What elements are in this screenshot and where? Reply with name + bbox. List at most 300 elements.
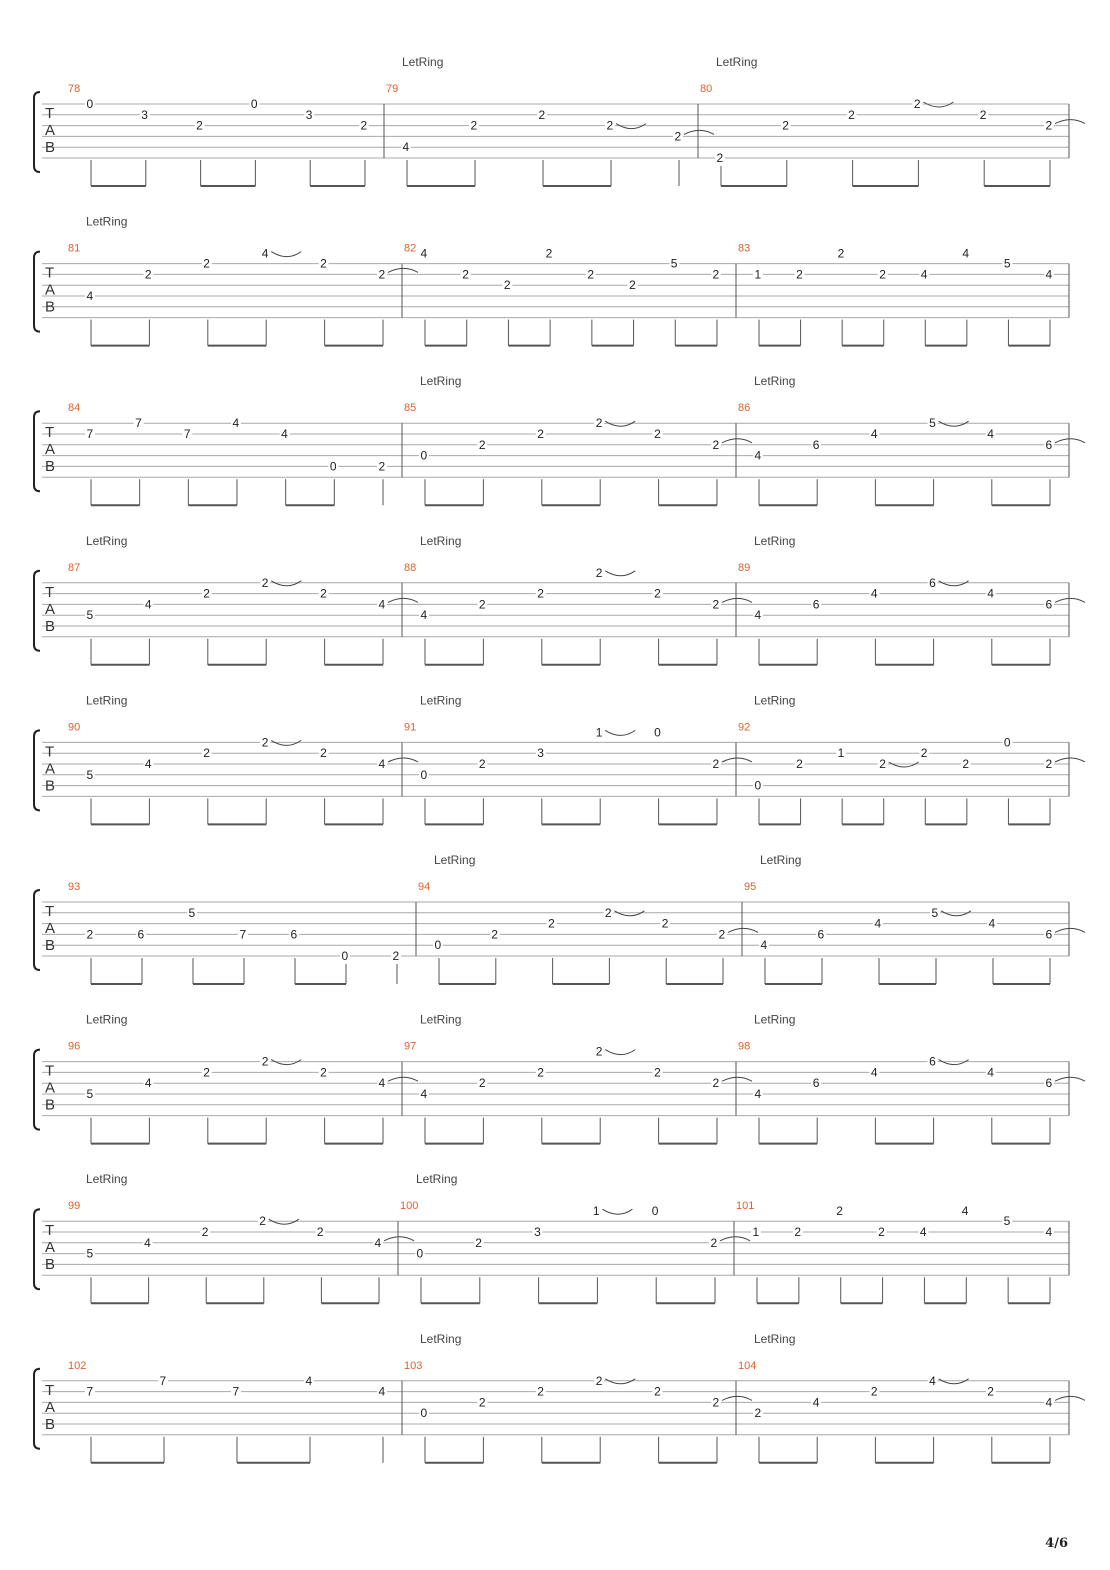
- fret-number: 2: [870, 1384, 878, 1399]
- let-ring-label: LetRing: [402, 55, 444, 69]
- fret-number: 0: [651, 1204, 659, 1219]
- fret-number: 4: [754, 1087, 762, 1101]
- tab-clef-letter: B: [45, 937, 56, 954]
- tab-clef-letter: B: [45, 1415, 56, 1433]
- let-ring-label: LetRing: [434, 853, 476, 867]
- let-ring-label: LetRing: [716, 55, 758, 69]
- fret-number: 0: [250, 97, 258, 111]
- tab-clef-letter: A: [45, 122, 56, 139]
- fret-number: 4: [987, 586, 994, 601]
- system-bracket: [34, 730, 40, 810]
- fret-number: 1: [592, 1204, 600, 1219]
- tab-clef-letter: A: [45, 1239, 56, 1257]
- let-ring-label: LetRing: [86, 1172, 128, 1187]
- tab-clef-letter: T: [45, 105, 55, 122]
- tab-clef-letter: T: [45, 583, 55, 601]
- fret-number: 2: [913, 97, 921, 111]
- measure: [400, 1172, 750, 1303]
- fret-number: 2: [203, 586, 210, 601]
- measure: [418, 853, 758, 984]
- fret-number: 4: [874, 916, 882, 931]
- fret-number: 4: [919, 1225, 927, 1239]
- measure: [738, 374, 1085, 505]
- tab-clef-letter: B: [45, 617, 56, 635]
- fret-number: 2: [203, 746, 210, 761]
- fret-number: 2: [712, 597, 720, 612]
- fret-number: 1: [754, 267, 762, 282]
- fret-number: 2: [261, 735, 269, 750]
- fret-number: 2: [848, 107, 855, 122]
- measure-number: 88: [404, 561, 417, 574]
- system-bracket: [34, 252, 40, 332]
- fret-number: 2: [595, 1373, 603, 1388]
- fret-number: 4: [420, 608, 428, 623]
- fret-number: 7: [232, 1384, 240, 1399]
- staff-system: [34, 1172, 1069, 1303]
- fret-number: 4: [1045, 1225, 1053, 1239]
- tie-arc: [605, 571, 635, 576]
- fret-number: 0: [754, 778, 762, 793]
- measure-number: 79: [386, 83, 399, 95]
- measure: [68, 693, 418, 824]
- fret-number: 6: [812, 1076, 820, 1091]
- fret-number: 2: [537, 1384, 544, 1399]
- fret-number: 2: [537, 427, 544, 441]
- fret-number: 2: [595, 416, 603, 431]
- fret-number: 6: [1045, 927, 1053, 942]
- fret-number: 2: [796, 267, 803, 282]
- fret-number: 2: [587, 267, 595, 282]
- fret-number: 7: [159, 1373, 167, 1388]
- fret-number: 4: [232, 416, 240, 431]
- fret-number: 2: [987, 1384, 994, 1399]
- measure: [68, 1360, 387, 1463]
- tab-clef-letter: A: [45, 281, 56, 299]
- tie-arc: [388, 598, 418, 602]
- system-bracket: [34, 411, 40, 491]
- fret-number: 2: [470, 118, 478, 133]
- fret-number: 4: [1045, 267, 1053, 282]
- fret-number: 0: [1003, 735, 1011, 750]
- staff-system: [34, 853, 1085, 984]
- fret-number: 4: [962, 246, 970, 261]
- fret-number: 2: [595, 565, 603, 580]
- tab-clef-letter: B: [45, 139, 56, 156]
- fret-number: 2: [654, 1384, 661, 1399]
- staff-system: [34, 693, 1085, 824]
- fret-number: 2: [712, 1076, 720, 1091]
- measure: [68, 534, 418, 665]
- tie-arc: [722, 439, 752, 443]
- tab-clef-letter: T: [45, 903, 55, 920]
- measure-number: 102: [68, 1359, 87, 1372]
- fret-number: 2: [654, 586, 661, 601]
- fret-number: 2: [654, 1065, 661, 1080]
- measure: [68, 83, 369, 186]
- fret-number: 4: [281, 427, 288, 441]
- system-bracket: [34, 890, 40, 970]
- fret-number: 4: [1045, 1395, 1053, 1410]
- fret-number: 3: [305, 107, 313, 122]
- fret-number: 0: [341, 949, 349, 963]
- tab-clef-letter: A: [45, 920, 56, 937]
- let-ring-label: LetRing: [754, 1012, 796, 1027]
- fret-number: 2: [478, 437, 486, 452]
- fret-number: 2: [320, 746, 327, 761]
- fret-number: 1: [595, 725, 603, 740]
- page-number: 4/6: [1045, 1536, 1068, 1551]
- fret-number: 2: [712, 1395, 720, 1410]
- tab-clef-letter: A: [45, 760, 56, 778]
- fret-number: 4: [144, 757, 152, 771]
- fret-number: 6: [1045, 437, 1053, 452]
- measure: [404, 534, 752, 665]
- measure: [738, 534, 1085, 665]
- fret-number: 4: [987, 427, 994, 441]
- fret-number: 2: [478, 757, 486, 771]
- fret-number: 2: [837, 246, 845, 261]
- tab-clef-letter: T: [45, 264, 55, 282]
- measure-number: 89: [738, 561, 751, 574]
- fret-number: 2: [261, 575, 269, 590]
- tie-arc: [602, 1209, 632, 1214]
- fret-number: 4: [870, 586, 878, 601]
- measure-number: 82: [404, 242, 417, 255]
- fret-number: 2: [316, 1225, 324, 1239]
- let-ring-label: LetRing: [86, 1012, 128, 1027]
- fret-number: 5: [86, 608, 94, 623]
- fret-number: 2: [259, 1214, 266, 1229]
- fret-number: 4: [378, 597, 386, 612]
- fret-number: 4: [378, 757, 386, 771]
- measure: [68, 402, 387, 505]
- fret-number: 5: [86, 1246, 94, 1261]
- tie-arc: [384, 1237, 414, 1241]
- fret-number: 4: [261, 246, 269, 261]
- fret-number: 7: [86, 427, 94, 441]
- staff-system: [34, 1013, 1085, 1144]
- tab-clef-letter: A: [45, 1079, 56, 1097]
- let-ring-label: LetRing: [416, 1172, 458, 1187]
- fret-number: 2: [538, 107, 546, 122]
- measure: [404, 374, 752, 505]
- tie-arc: [722, 598, 752, 602]
- system-bracket: [34, 1050, 40, 1130]
- system-bracket: [34, 571, 40, 651]
- measure: [738, 1332, 1085, 1463]
- fret-number: 4: [812, 1395, 820, 1410]
- fret-number: 2: [712, 437, 720, 452]
- fret-number: 7: [183, 427, 191, 441]
- measure: [404, 1332, 752, 1463]
- fret-number: 2: [595, 1044, 603, 1059]
- fret-number: 0: [420, 767, 428, 782]
- fret-number: 2: [261, 1054, 269, 1069]
- fret-number: 7: [86, 1384, 94, 1399]
- system-bracket: [34, 1369, 40, 1449]
- measure-number: 96: [68, 1040, 81, 1053]
- fret-number: 2: [392, 949, 400, 963]
- fret-number: 2: [537, 1065, 544, 1080]
- measure-number: 92: [738, 721, 751, 734]
- fret-number: 1: [837, 746, 845, 761]
- fret-number: 2: [478, 1395, 486, 1410]
- tie-arc: [1055, 928, 1085, 932]
- fret-number: 6: [137, 927, 145, 942]
- tab-clef-letter: T: [45, 1381, 55, 1399]
- fret-number: 6: [1045, 1076, 1053, 1091]
- staff-system: [34, 215, 1069, 346]
- fret-number: 4: [760, 938, 768, 953]
- tie-arc: [722, 1077, 752, 1081]
- system-bracket: [34, 1209, 40, 1289]
- fret-number: 4: [305, 1373, 313, 1388]
- fret-number: 2: [491, 927, 498, 942]
- fret-number: 4: [987, 1065, 994, 1080]
- fret-number: 6: [817, 927, 825, 942]
- tab-clef-letter: B: [45, 458, 56, 476]
- tab-clef-letter: B: [45, 298, 56, 316]
- tie-arc: [605, 730, 635, 735]
- tie-arc: [388, 268, 418, 272]
- tie-arc: [1055, 758, 1085, 762]
- fret-number: 2: [462, 267, 469, 282]
- fret-number: 2: [478, 1076, 486, 1091]
- measure: [744, 853, 1085, 984]
- let-ring-label: LetRing: [420, 1012, 462, 1027]
- fret-number: 2: [920, 746, 928, 761]
- fret-number: 2: [629, 278, 636, 293]
- measure-number: 103: [404, 1359, 423, 1372]
- fret-number: 2: [712, 757, 720, 771]
- let-ring-label: LetRing: [754, 1331, 796, 1346]
- tie-arc: [722, 758, 752, 762]
- measure: [68, 881, 401, 984]
- measure-number: 98: [738, 1040, 751, 1053]
- fret-number: 2: [378, 459, 386, 474]
- measure: [68, 215, 418, 346]
- fret-number: 4: [920, 267, 928, 282]
- fret-number: 2: [203, 256, 210, 271]
- measure: [738, 693, 1085, 824]
- measure: [700, 55, 1085, 186]
- tab-clef-letter: A: [45, 441, 56, 459]
- fret-number: 2: [604, 905, 612, 920]
- tab-clef-letter: B: [45, 1256, 56, 1274]
- measure-number: 104: [738, 1359, 757, 1372]
- fret-number: 4: [420, 1087, 428, 1101]
- let-ring-label: LetRing: [420, 533, 462, 548]
- fret-number: 4: [374, 1235, 382, 1250]
- fret-number: 2: [879, 267, 886, 282]
- fret-number: 5: [1003, 1214, 1011, 1229]
- fret-number: 5: [670, 256, 678, 271]
- tie-arc: [1055, 598, 1085, 602]
- fret-number: 4: [870, 427, 878, 441]
- tab-clef-letter: T: [45, 743, 55, 761]
- measure-number: 84: [68, 402, 81, 415]
- fret-number: 0: [329, 459, 337, 474]
- measure: [404, 693, 752, 824]
- measure-number: 78: [68, 83, 81, 95]
- fret-number: 6: [290, 927, 298, 942]
- let-ring-label: LetRing: [754, 374, 796, 389]
- measure: [736, 1200, 1054, 1303]
- tie-arc: [388, 1077, 418, 1081]
- fret-number: 6: [1045, 597, 1053, 612]
- fret-number: 2: [716, 151, 724, 165]
- measure-number: 94: [418, 881, 431, 893]
- fret-number: 2: [654, 427, 661, 441]
- tie-arc: [616, 124, 646, 129]
- tie-arc: [605, 1050, 635, 1055]
- tie-arc: [720, 1237, 750, 1241]
- fret-number: 4: [420, 246, 428, 261]
- fret-number: 4: [378, 1384, 386, 1399]
- fret-number: 0: [420, 448, 428, 463]
- fret-number: 2: [320, 1065, 327, 1080]
- fret-number: 2: [962, 757, 970, 771]
- fret-number: 6: [812, 597, 820, 612]
- tie-arc: [388, 758, 418, 762]
- fret-number: 2: [320, 586, 327, 601]
- measure-number: 91: [404, 721, 417, 734]
- measure-number: 83: [738, 242, 751, 255]
- fret-number: 3: [141, 107, 148, 122]
- tab-clef-letter: T: [45, 1062, 55, 1080]
- fret-number: 4: [929, 1373, 936, 1388]
- fret-number: 2: [836, 1204, 843, 1219]
- let-ring-label: LetRing: [420, 693, 462, 708]
- fret-number: 2: [661, 916, 669, 931]
- fret-number: 5: [1003, 256, 1011, 271]
- fret-number: 2: [537, 586, 544, 601]
- tab-clef-letter: T: [45, 1222, 55, 1240]
- fret-number: 5: [86, 1087, 94, 1101]
- fret-number: 3: [534, 1225, 541, 1239]
- fret-number: 6: [812, 437, 820, 452]
- fret-number: 0: [416, 1246, 424, 1261]
- tie-arc: [728, 928, 758, 932]
- fret-number: 2: [86, 927, 94, 942]
- fret-number: 0: [654, 725, 661, 740]
- fret-number: 2: [710, 1235, 718, 1250]
- fret-number: 4: [402, 140, 410, 155]
- fret-number: 6: [929, 1054, 936, 1069]
- measure: [68, 1013, 418, 1144]
- fret-number: 2: [503, 278, 511, 293]
- fret-number: 7: [135, 416, 142, 431]
- measure-number: 90: [68, 721, 81, 734]
- fret-number: 5: [86, 767, 94, 782]
- fret-number: 4: [144, 597, 152, 612]
- fret-number: 5: [931, 905, 939, 920]
- measure-number: 99: [68, 1200, 81, 1213]
- fret-number: 2: [360, 118, 368, 133]
- fret-number: 4: [378, 1076, 386, 1091]
- fret-number: 2: [796, 757, 803, 771]
- fret-number: 2: [1045, 757, 1053, 771]
- system-bracket: [34, 92, 40, 172]
- measure: [404, 1013, 752, 1144]
- fret-number: 6: [929, 575, 936, 590]
- fret-number: 4: [144, 1235, 151, 1250]
- fret-number: 2: [1045, 118, 1053, 133]
- measure-number: 81: [68, 242, 81, 255]
- fret-number: 2: [548, 916, 555, 931]
- fret-number: 2: [754, 1406, 762, 1421]
- measure-number: 101: [736, 1200, 755, 1213]
- fret-number: 0: [434, 938, 442, 953]
- staff-system: [34, 534, 1085, 665]
- fret-number: 2: [879, 757, 886, 771]
- tie-arc: [271, 252, 301, 257]
- staff-system: [34, 1332, 1085, 1463]
- fret-number: 0: [420, 1406, 428, 1421]
- measure-number: 86: [738, 402, 751, 415]
- fret-number: 2: [545, 246, 553, 261]
- measure-number: 80: [700, 83, 713, 95]
- fret-number: 5: [929, 416, 936, 431]
- measure: [386, 55, 714, 186]
- measure-number: 97: [404, 1040, 417, 1053]
- tie-arc: [1055, 1396, 1085, 1400]
- measure-number: 87: [68, 561, 81, 574]
- tie-arc: [1055, 120, 1085, 124]
- tab-clef-letter: B: [45, 1096, 56, 1114]
- fret-number: 4: [754, 448, 762, 463]
- tie-arc: [1055, 439, 1085, 443]
- fret-number: 2: [203, 1065, 210, 1080]
- tab-clef-letter: T: [45, 424, 55, 442]
- tab-clef-letter: A: [45, 600, 56, 618]
- let-ring-label: LetRing: [754, 693, 796, 708]
- fret-number: 2: [878, 1225, 885, 1239]
- let-ring-label: LetRing: [420, 1331, 462, 1346]
- fret-number: 2: [794, 1225, 802, 1239]
- fret-number: 4: [961, 1204, 969, 1219]
- tie-arc: [1055, 1077, 1085, 1081]
- fret-number: 2: [979, 107, 987, 122]
- measure: [404, 243, 721, 346]
- fret-number: 0: [86, 97, 94, 111]
- let-ring-label: LetRing: [86, 693, 128, 708]
- let-ring-label: LetRing: [420, 374, 462, 389]
- let-ring-label: LetRing: [86, 214, 128, 229]
- measure-number: 93: [68, 881, 81, 893]
- fret-number: 2: [674, 129, 682, 144]
- fret-number: 3: [537, 746, 544, 761]
- measure-number: 95: [744, 881, 757, 893]
- fret-number: 5: [188, 905, 196, 920]
- fret-number: 2: [378, 267, 386, 282]
- fret-number: 7: [239, 927, 247, 942]
- staff-system: [34, 374, 1085, 505]
- fret-number: 2: [712, 267, 720, 282]
- let-ring-label: LetRing: [86, 533, 128, 548]
- fret-number: 4: [144, 1076, 152, 1091]
- fret-number: 2: [201, 1225, 209, 1239]
- fret-number: 2: [478, 597, 486, 612]
- fret-number: 2: [606, 118, 614, 133]
- fret-number: 4: [988, 916, 996, 931]
- fret-number: 4: [86, 289, 94, 303]
- staff-system: [34, 55, 1085, 186]
- fret-number: 2: [718, 927, 726, 942]
- let-ring-label: LetRing: [754, 533, 796, 548]
- tie-arc: [722, 1396, 752, 1400]
- fret-number: 1: [752, 1225, 760, 1239]
